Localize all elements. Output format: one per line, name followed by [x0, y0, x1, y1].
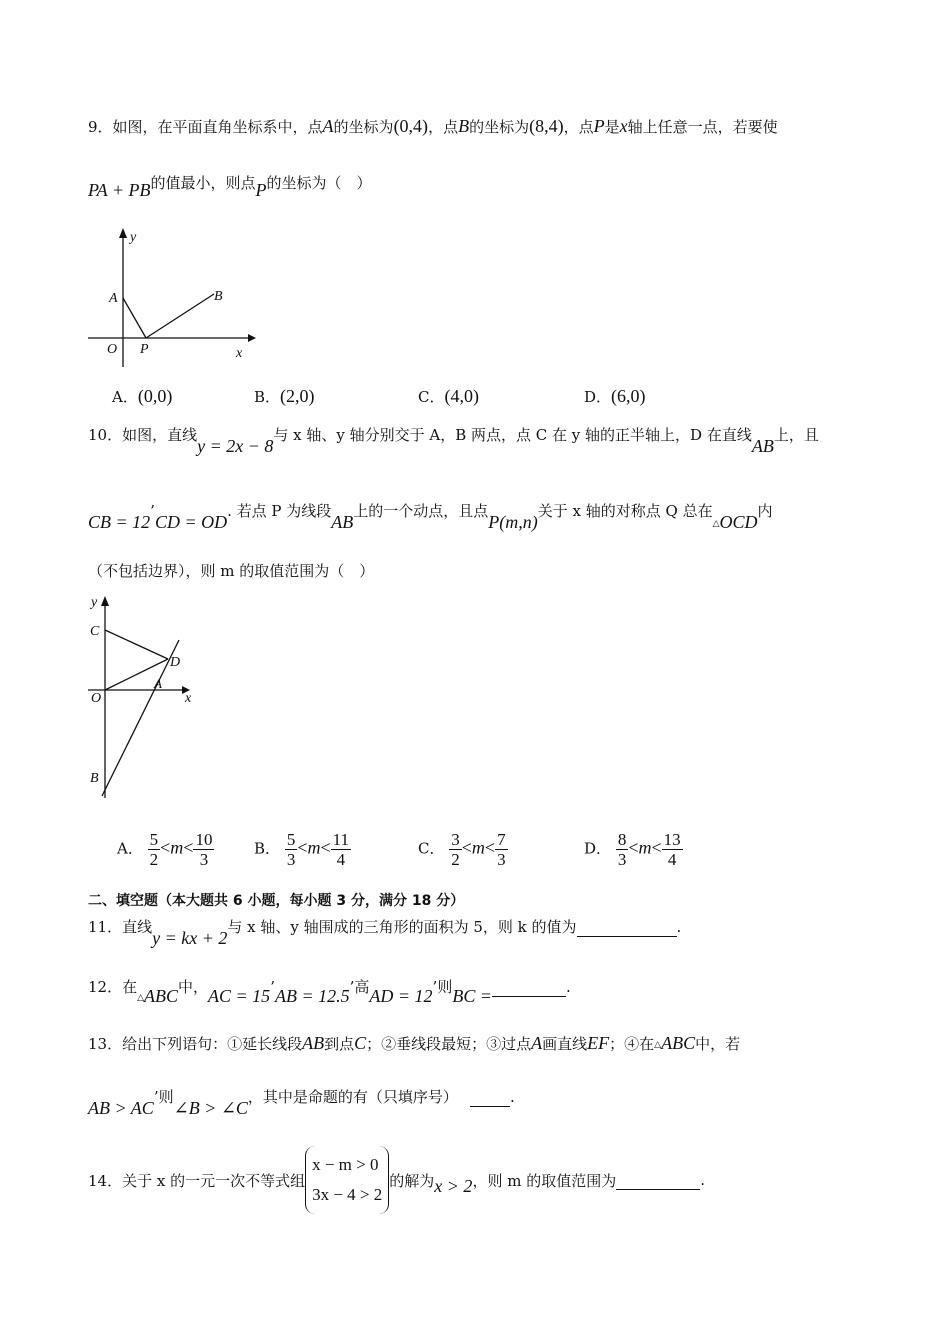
- segment-pb: [146, 294, 214, 338]
- segment-cd: [105, 630, 168, 659]
- q9-figure: [80, 222, 260, 372]
- segment-ap: [123, 298, 146, 338]
- label-d: D: [170, 655, 181, 670]
- label-b: B: [214, 289, 223, 304]
- y-axis-arrow-icon: [101, 596, 109, 606]
- q11: 11．直线y = kx + 2与 x 轴、y 轴围成的三角形的面积为 5，则 k 的值为 .: [88, 918, 682, 948]
- q12: 12．在$_\triangle$ABC中，AC = 15’AB = 12.5’高AD = 12’则BC = .: [88, 978, 571, 1006]
- inequality-system: x − m > 0 3x − 4 > 2: [305, 1146, 389, 1214]
- q10-option-c[interactable]: C． $\frac{3}{2}$ <m< $\frac{7}{3}$: [418, 830, 506, 869]
- x-axis-arrow-icon: [248, 334, 256, 342]
- q10-line3: （不包括边界），则 m 的取值范围为（ ）: [88, 562, 375, 580]
- q13-line2: AB > AC’则∠B > ∠C，其中是命题的有（只填序号） .: [88, 1088, 515, 1118]
- q12-answer-blank[interactable]: [492, 978, 566, 997]
- label-b: B: [90, 771, 99, 786]
- q10-line1: 10．如图，直线y = 2x − 8与 x 轴、y 轴分别交于 A，B 两点，点 C 在 y 轴的正半轴上，D 在直线AB上，且: [88, 426, 819, 456]
- q13-line1: 13．给出下列语句：①延长线段AB到点C；②垂线段最短；③过点A画直线EF；④在△ABC中，若: [88, 1033, 741, 1053]
- q9-option-a[interactable]: A．(0,0): [112, 386, 173, 406]
- q9-option-d[interactable]: D．(6,0): [584, 386, 646, 406]
- q10-option-d[interactable]: D． $\frac{8}{3}$ <m< $\frac{13}{4}$: [584, 830, 681, 869]
- label-a: A: [109, 291, 118, 306]
- q9-line2: PA + PB的值最小，则点P的坐标为（ ）: [88, 174, 372, 200]
- section-heading: 二、填空题（本大题共 6 小题，每小题 3 分，满分 18 分）: [88, 893, 465, 909]
- label-x: x: [185, 691, 192, 706]
- label-y: y: [91, 595, 98, 610]
- label-c: C: [90, 624, 100, 639]
- q10-line2: CB = 12’CD = OD. 若点 P 为线段AB上的一个动点，且点P(m,n)关于 x 轴的对称点 Q 总在$_\triangle$OCD内: [88, 502, 773, 532]
- q9-option-b[interactable]: B．(2,0): [254, 386, 315, 406]
- line-ab: [102, 640, 179, 796]
- q11-answer-blank[interactable]: [577, 918, 677, 937]
- q14: 14．关于 x 的一元一次不等式组 x − m > 0 3x − 4 > 2 的解为 x > 2 ，则 m 的取值范围为 .: [88, 1146, 705, 1214]
- label-y: y: [130, 230, 137, 245]
- q13-answer-blank[interactable]: [470, 1088, 510, 1107]
- label-x: x: [236, 346, 243, 361]
- label-o: O: [107, 342, 118, 357]
- q10-figure: [86, 590, 206, 800]
- q14-answer-blank[interactable]: [616, 1171, 700, 1190]
- label-o: O: [91, 691, 102, 706]
- q10-option-a[interactable]: A． $\frac{5}{2}$ <m< $\frac{10}{3}$: [117, 830, 213, 869]
- q9-option-c[interactable]: C．(4,0): [418, 386, 479, 406]
- q9-line1: 9．如图，在平面直角坐标系中，点A的坐标为(0,4)，点B的坐标为(8,4)，点P是x轴上任意一点，若要使: [88, 116, 778, 136]
- q10-option-b[interactable]: B． $\frac{5}{3}$ <m< $\frac{11}{4}$: [254, 830, 349, 869]
- label-a: A: [154, 676, 162, 691]
- label-p: P: [140, 342, 149, 357]
- y-axis-arrow-icon: [119, 228, 127, 238]
